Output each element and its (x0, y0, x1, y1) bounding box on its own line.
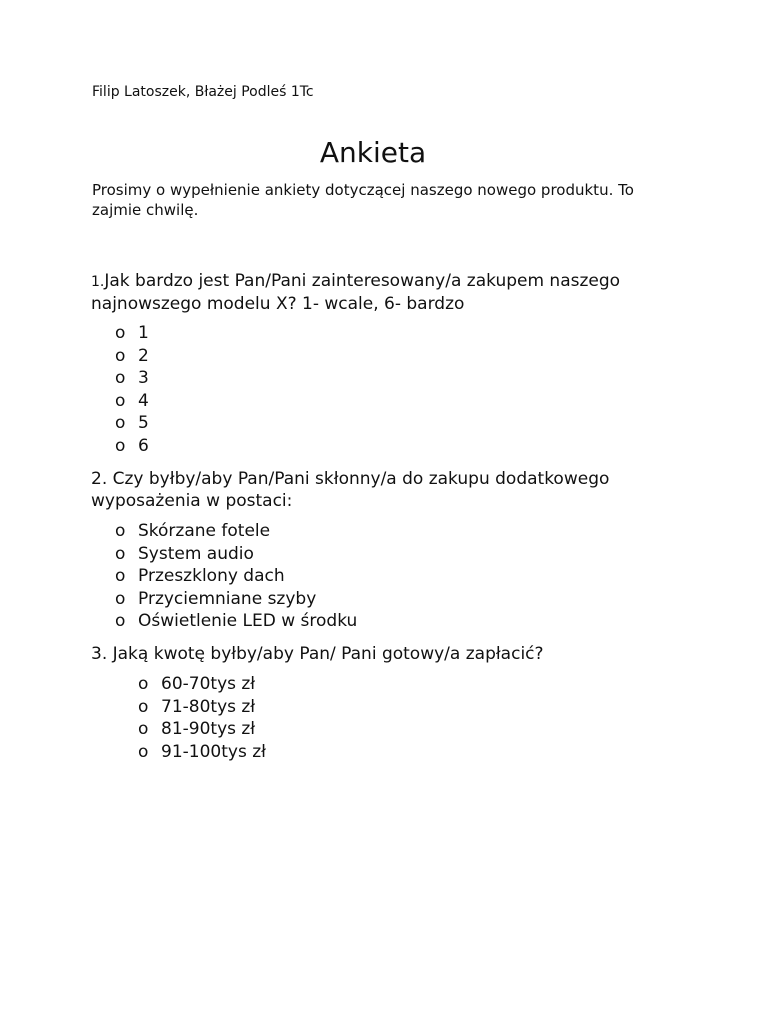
bullet-icon: o (138, 719, 149, 740)
question-3 (91, 643, 691, 665)
option-label: 4 (138, 390, 149, 411)
bullet-icon: o (115, 390, 126, 411)
intro-text: Prosimy o wypełnienie ankiety dotyczącej naszego nowego produktu. To zajmie chwilę. (92, 181, 634, 219)
bullet-icon: o (138, 674, 149, 694)
option-item[interactable] (115, 412, 149, 435)
option-item[interactable] (115, 588, 357, 611)
question-1-options (115, 322, 149, 458)
bullet-icon: o (138, 696, 149, 717)
bullet-icon: o (115, 345, 126, 366)
option-item[interactable] (115, 390, 149, 413)
question-3-text: 3. Jaką kwotę byłby/aby Pan/ Pani gotowy/a zapłacić? (91, 644, 544, 664)
option-label: 60-70tys zł (161, 674, 256, 694)
question-3-options (138, 673, 266, 763)
bullet-icon: o (115, 368, 126, 389)
option-item[interactable] (115, 520, 357, 543)
authors-line: Filip Latoszek, Błażej Podleś 1Tc (92, 84, 314, 100)
bullet-icon: o (115, 413, 126, 434)
question-2-options (115, 520, 357, 633)
question-1-text: Jak bardzo jest Pan/Pani zainteresowany/a zakupem naszego najnowszego modelu X? 1- wcale, 6- bardzo (91, 271, 621, 314)
option-item[interactable] (138, 673, 266, 696)
option-label: Skórzane fotele (138, 521, 271, 541)
option-item[interactable] (115, 345, 149, 368)
bullet-icon: o (115, 588, 126, 609)
option-label: Przeszklony dach (138, 566, 285, 587)
option-item[interactable] (115, 610, 357, 633)
option-item[interactable] (115, 367, 149, 390)
question-1-number: 1. (91, 274, 105, 290)
option-label: 71-80tys zł (161, 696, 256, 717)
option-label: Przyciemniane szyby (138, 588, 317, 609)
option-label: 2 (138, 345, 149, 366)
option-item[interactable] (115, 543, 357, 566)
option-label: 5 (138, 413, 149, 434)
option-item[interactable] (115, 435, 149, 458)
option-item[interactable] (115, 565, 357, 588)
bullet-icon: o (115, 543, 126, 564)
question-1 (91, 270, 691, 315)
option-item[interactable] (138, 718, 266, 741)
option-item[interactable] (115, 322, 149, 345)
document-title: Ankieta (319, 136, 427, 169)
bullet-icon: o (115, 323, 126, 343)
bullet-icon: o (115, 566, 126, 587)
question-2-text: 2. Czy byłby/aby Pan/Pani skłonny/a do zakupu dodatkowego wyposażenia w postaci: (91, 469, 610, 511)
option-label: 1 (138, 323, 149, 343)
option-label: System audio (138, 543, 254, 564)
bullet-icon: o (138, 741, 149, 762)
option-item[interactable] (138, 741, 266, 764)
option-label: 81-90tys zł (161, 719, 256, 740)
bullet-icon: o (115, 521, 126, 541)
option-label: 6 (138, 435, 149, 456)
option-label: 91-100tys zł (161, 741, 266, 762)
bullet-icon: o (115, 611, 126, 632)
option-label: Oświetlenie LED w środku (138, 611, 358, 632)
option-item[interactable] (138, 696, 266, 719)
question-2 (91, 468, 691, 512)
bullet-icon: o (115, 435, 126, 456)
option-label: 3 (138, 368, 149, 389)
